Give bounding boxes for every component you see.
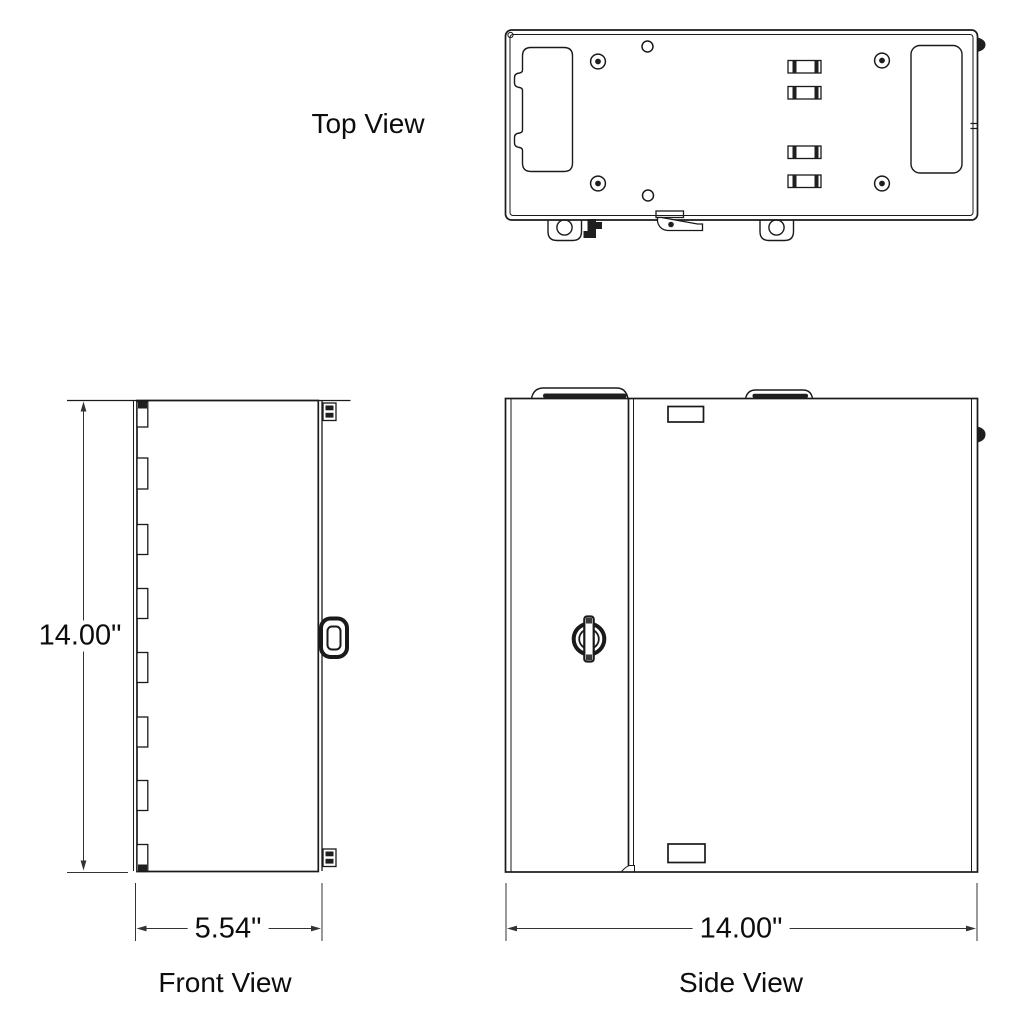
top-enclosure-inner-outline: [510, 35, 973, 216]
arrowhead-icon: [81, 402, 87, 412]
vent-slot: [788, 87, 821, 100]
flange-slot: [543, 394, 627, 399]
arrowhead-icon: [137, 926, 147, 932]
thumbscrew-side: [978, 427, 986, 443]
pilot-hole: [643, 190, 654, 201]
hinge-knuckle: [137, 458, 148, 489]
door-hinge: [137, 402, 148, 872]
cam-lock-knob: [574, 617, 605, 662]
side-view-drawing: [506, 388, 986, 872]
knob-cap: [586, 618, 592, 624]
latch-bracket: [584, 219, 603, 238]
arrowhead-icon: [507, 926, 517, 932]
arrowhead-icon: [81, 861, 87, 871]
flange-slot: [753, 394, 809, 398]
mounting-flange: [532, 388, 629, 399]
thumbscrew: [978, 38, 986, 53]
vent-slot: [788, 175, 821, 188]
door-foot: [622, 866, 635, 872]
top-view-label: Top View: [311, 108, 425, 139]
mounting-tab: [548, 220, 582, 241]
front-view-label: Front View: [158, 967, 292, 998]
knockout-top: [668, 407, 704, 423]
mounting-flange: [746, 390, 813, 399]
arrowhead-icon: [311, 926, 321, 932]
vent-slot: [788, 146, 821, 159]
screw-hole: [875, 176, 890, 191]
screw-hole: [875, 53, 890, 68]
hinge-end-cap: [138, 402, 147, 409]
front-width-dimension: 5.54": [188, 914, 269, 945]
side-view-label: Side View: [678, 967, 804, 998]
pilot-hole: [642, 41, 653, 52]
hinge-knuckle: [137, 525, 148, 555]
mounting-tab: [760, 220, 794, 241]
door-handle: [321, 619, 347, 658]
latch-keeper-top: [323, 403, 336, 421]
hinge-knuckle: [137, 717, 148, 747]
side-enclosure-outline: [506, 399, 978, 873]
front-height-dimension: 14.00": [32, 621, 129, 652]
border-clip-mark: [971, 124, 978, 129]
front-door-outline: [137, 401, 318, 872]
hinge-end-cap: [138, 865, 147, 872]
screw-hole: [591, 54, 606, 69]
hinge-knuckle: [137, 781, 148, 811]
knockout-bottom: [668, 844, 705, 863]
knob-cap: [586, 655, 592, 661]
arrowhead-icon: [966, 926, 976, 932]
right-hand-cutout: [911, 46, 962, 174]
hinge-knuckle: [137, 653, 148, 683]
dimension-annotations: [67, 402, 977, 942]
side-width-dimension: 14.00": [693, 914, 790, 945]
hinge-knuckle: [137, 589, 148, 619]
vent-slot: [788, 61, 821, 74]
latch-keeper-bottom: [323, 849, 336, 867]
top-enclosure-outline: [506, 30, 978, 220]
top-view-drawing: [506, 30, 986, 241]
left-hand-cutout: [515, 48, 573, 172]
screw-hole: [591, 176, 606, 191]
